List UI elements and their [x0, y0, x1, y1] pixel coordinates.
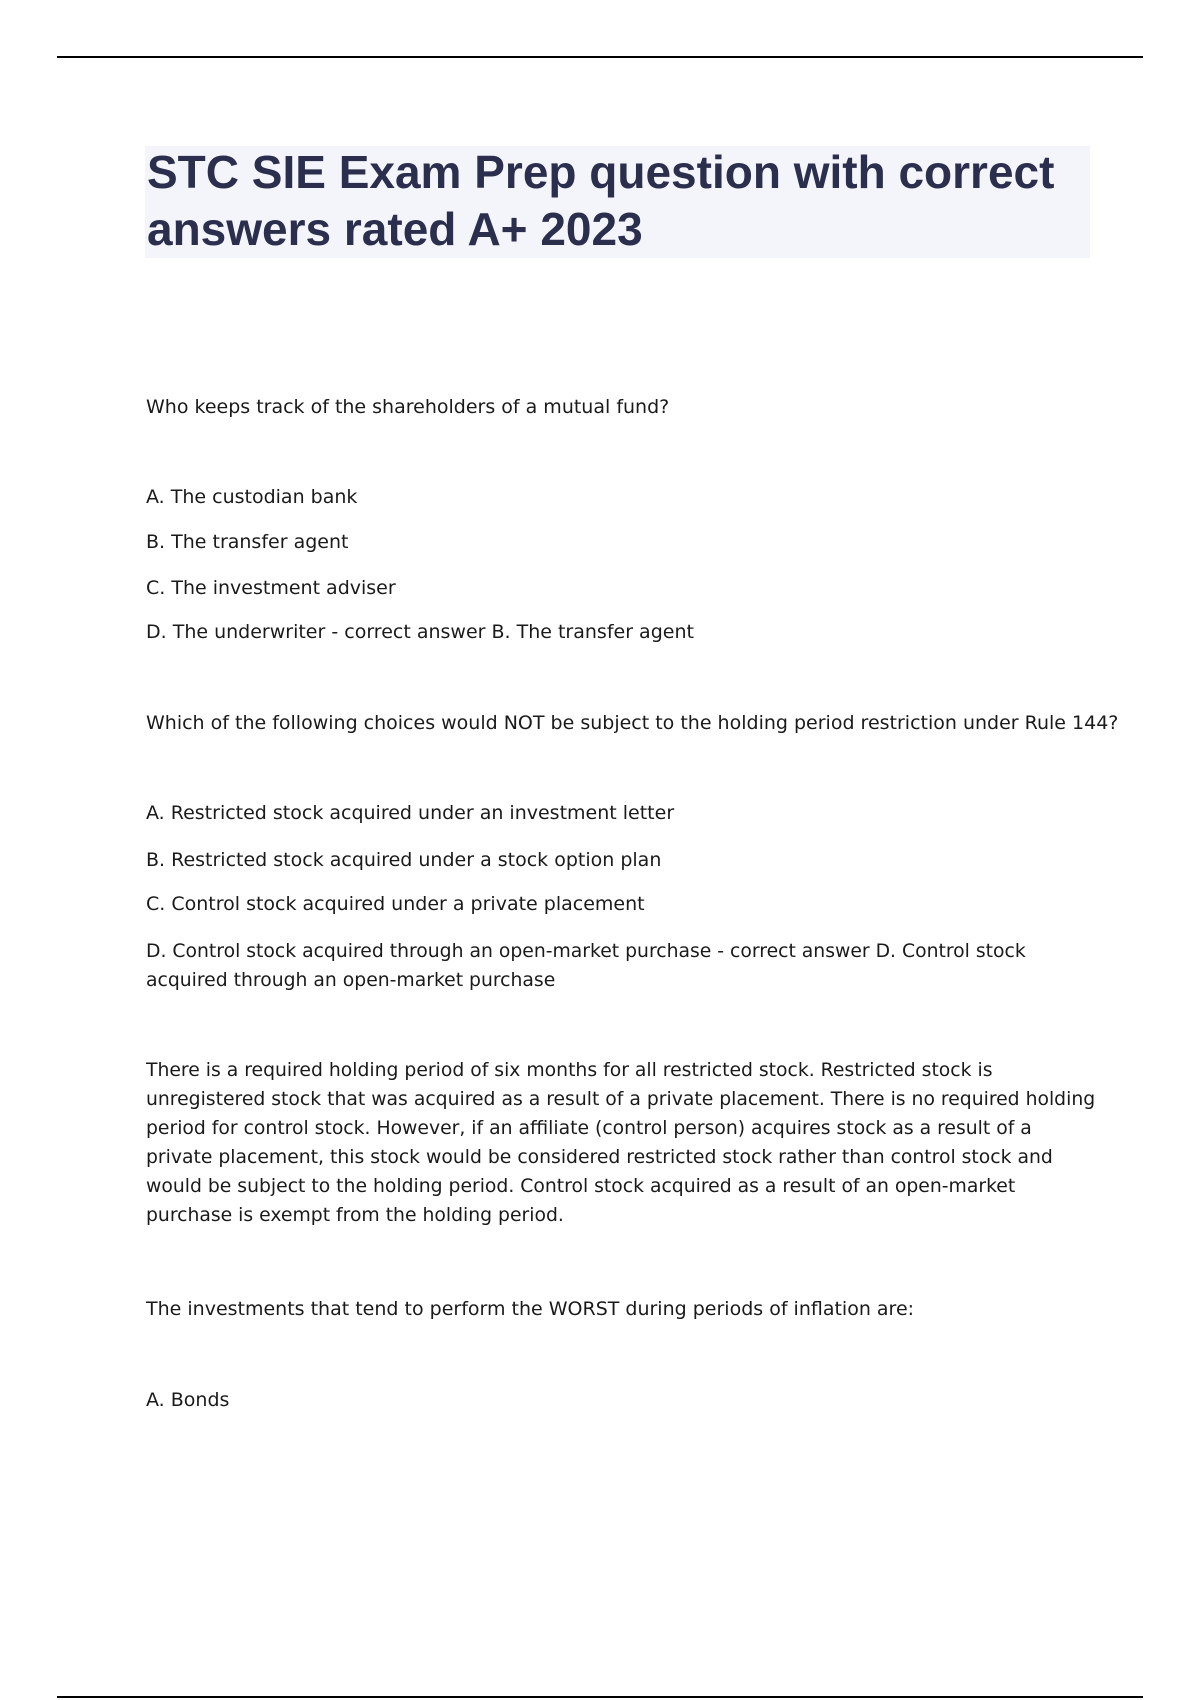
question-2-explanation: There is a required holding period of six months for all restricted stock. Restricted stock is unregistered stock that was acquired as a result of a private placement. There is no required holding period for control stock. However, if an affiliate (control person) acquires stock as a result of a private placement, this stock would be considered restricted stock rather than control stock and would be subject to the holding period. Control stock acquired as a result of an open-market purchase is exempt from the holding period.: [146, 1060, 1096, 1226]
question-1-text: Who keeps track of the shareholders of a mutual fund?: [146, 396, 670, 418]
question-2-option-d-with-answer: D. Control stock acquired through an open-market purchase - correct answer D. Control stock acquired through an open-market purchase: [146, 941, 1026, 991]
question-1-option-d-with-answer: D. The underwriter - correct answer B. The transfer agent: [146, 621, 694, 643]
question-2-option-a: A. Restricted stock acquired under an investment letter: [146, 802, 675, 824]
question-3-option-a: A. Bonds: [146, 1389, 230, 1411]
question-1-option-b: B. The transfer agent: [146, 531, 349, 553]
question-1-option-c: C. The investment adviser: [146, 577, 396, 599]
question-2-text: Which of the following choices would NOT be subject to the holding period restriction under Rule 144?: [146, 712, 1119, 734]
question-3-text: The investments that tend to perform the WORST during periods of inflation are:: [146, 1298, 915, 1320]
top-rule: [57, 56, 1143, 58]
document-title: STC SIE Exam Prep question with correct answers rated A+ 2023: [147, 146, 1055, 255]
bottom-rule: [57, 1696, 1143, 1698]
question-1-option-a: A. The custodian bank: [146, 486, 358, 508]
question-2-option-b: B. Restricted stock acquired under a stock option plan: [146, 849, 662, 871]
question-2-option-c: C. Control stock acquired under a private placement: [146, 893, 645, 915]
